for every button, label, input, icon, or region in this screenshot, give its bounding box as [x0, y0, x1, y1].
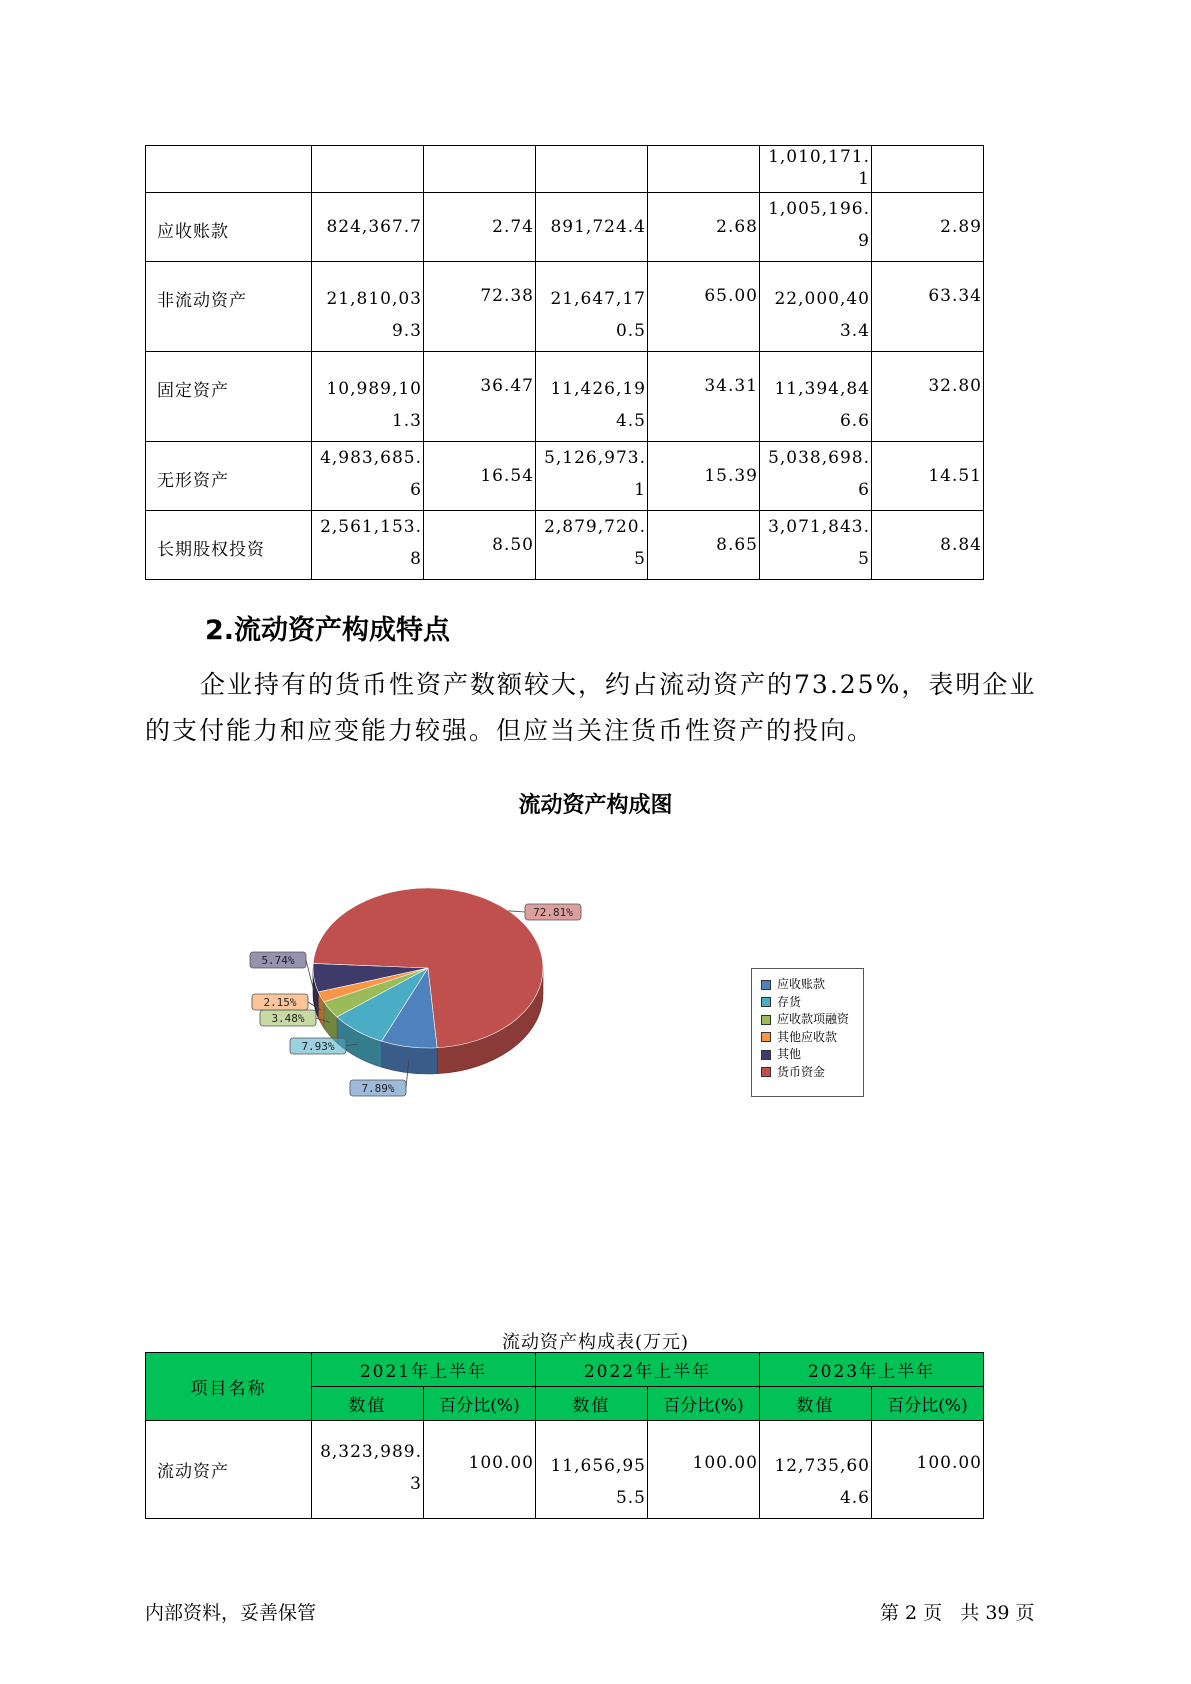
- row-name: 无形资产: [146, 442, 312, 511]
- cell-percent: 34.31: [648, 352, 760, 442]
- legend-item: [761, 994, 801, 1010]
- cell-percent: 8.50: [424, 511, 536, 580]
- table-row: [146, 262, 984, 352]
- cell-value: 1,005,196.9: [760, 193, 872, 262]
- legend-label: 其他应收款: [777, 1029, 838, 1044]
- table-row: [146, 352, 984, 442]
- cell-percent: 63.34: [872, 262, 984, 352]
- header-year: 2023年上半年: [760, 1353, 984, 1387]
- cell-value: [536, 146, 648, 193]
- legend-item: [761, 1046, 801, 1062]
- legend-label: 存货: [777, 994, 802, 1009]
- cell-percent: 100.00: [648, 1421, 760, 1519]
- cell-percent: 2.74: [424, 193, 536, 262]
- table-row: [146, 511, 984, 580]
- cell-value: 8,323,989.3: [312, 1421, 424, 1519]
- cell-value: 11,394,846.6: [760, 352, 872, 442]
- balance-sheet-table: [145, 145, 984, 580]
- cell-percent: 14.51: [872, 442, 984, 511]
- page-number: 第 2 页 共 39 页: [880, 1602, 1035, 1624]
- table-row: [146, 1421, 984, 1519]
- cell-percent: 2.68: [648, 193, 760, 262]
- cell-percent: 8.65: [648, 511, 760, 580]
- legend-swatch: [761, 1032, 771, 1042]
- cell-percent: 36.47: [424, 352, 536, 442]
- chart-legend: [751, 968, 864, 1097]
- cell-percent: 16.54: [424, 442, 536, 511]
- slice-label-0: 7.89%: [361, 1082, 395, 1095]
- legend-item: [761, 976, 825, 992]
- row-name: [146, 146, 312, 193]
- section-heading: 2.流动资产构成特点: [205, 615, 451, 646]
- legend-label: 应收款项融资: [777, 1012, 850, 1026]
- legend-item: [761, 1064, 825, 1080]
- current-assets-table: [145, 1352, 984, 1519]
- cell-value: 5,126,973.1: [536, 442, 648, 511]
- label-leader-4: [306, 960, 314, 991]
- table-row: [146, 193, 984, 262]
- cell-percent: 100.00: [424, 1421, 536, 1519]
- chart-title: 流动资产构成图: [518, 793, 673, 818]
- legend-swatch: [761, 980, 771, 990]
- header-percent: 百分比(%): [424, 1387, 536, 1421]
- cell-value: 2,561,153.8: [312, 511, 424, 580]
- row-name: 流动资产: [146, 1421, 312, 1519]
- row-name: 应收账款: [146, 193, 312, 262]
- table-caption: 流动资产构成表(万元): [501, 1332, 690, 1353]
- slice-label-1: 7.93%: [301, 1040, 335, 1053]
- cell-percent: [872, 146, 984, 193]
- cell-percent: [648, 146, 760, 193]
- cell-value: 824,367.7: [312, 193, 424, 262]
- legend-label: 其他: [777, 1047, 802, 1061]
- cell-value: 3,071,843.5: [760, 511, 872, 580]
- legend-swatch: [761, 1015, 771, 1025]
- row-name: 非流动资产: [146, 262, 312, 352]
- legend-swatch: [761, 997, 771, 1007]
- footer-confidential: 内部资料，妥善保管: [145, 1602, 317, 1624]
- section-paragraph: 企业持有的货币性资产数额较大，约占流动资产的73.25%，表明企业的支付能力和应变能力较强。但应当关注货币性资产的投向。: [145, 670, 1037, 745]
- cell-value: 21,647,170.5: [536, 262, 648, 352]
- cell-value: 2,879,720.5: [536, 511, 648, 580]
- slice-label-5: 72.81%: [533, 906, 573, 919]
- row-name: 固定资产: [146, 352, 312, 442]
- legend-label: 应收账款: [777, 977, 826, 991]
- slice-label-2: 3.48%: [271, 1012, 305, 1025]
- cell-value: [312, 146, 424, 193]
- table-row: [146, 442, 984, 511]
- cell-value: 10,989,101.3: [312, 352, 424, 442]
- cell-value: 891,724.4: [536, 193, 648, 262]
- header-item: 项目名称: [146, 1353, 312, 1421]
- legend-item: [761, 1029, 837, 1045]
- legend-label: 货币资金: [777, 1064, 826, 1079]
- cell-percent: 32.80: [872, 352, 984, 442]
- cell-value: 11,426,194.5: [536, 352, 648, 442]
- cell-value: 11,656,955.5: [536, 1421, 648, 1519]
- cell-percent: 8.84: [872, 511, 984, 580]
- header-percent: 百分比(%): [872, 1387, 984, 1421]
- cell-value: 12,735,604.6: [760, 1421, 872, 1519]
- cell-percent: [424, 146, 536, 193]
- header-percent: 百分比(%): [648, 1387, 760, 1421]
- label-leader-5: [508, 911, 525, 912]
- cell-percent: 15.39: [648, 442, 760, 511]
- legend-swatch: [761, 1067, 771, 1077]
- pie-chart: [235, 868, 655, 1108]
- legend-item: [761, 1011, 849, 1027]
- table-row: [146, 146, 984, 193]
- header-year: 2022年上半年: [536, 1353, 760, 1387]
- cell-percent: 2.89: [872, 193, 984, 262]
- header-row: [146, 1353, 984, 1387]
- cell-value: 5,038,698.6: [760, 442, 872, 511]
- legend-swatch: [761, 1050, 771, 1060]
- cell-value: 22,000,403.4: [760, 262, 872, 352]
- header-value: 数值: [536, 1387, 648, 1421]
- cell-value: 1,010,171.1: [760, 146, 872, 193]
- cell-percent: 72.38: [424, 262, 536, 352]
- row-name: 长期股权投资: [146, 511, 312, 580]
- header-year: 2021年上半年: [312, 1353, 536, 1387]
- cell-value: 21,810,039.3: [312, 262, 424, 352]
- slice-label-3: 2.15%: [263, 996, 297, 1009]
- slice-label-4: 5.74%: [261, 954, 295, 967]
- cell-percent: 100.00: [872, 1421, 984, 1519]
- header-value: 数值: [312, 1387, 424, 1421]
- cell-value: 4,983,685.6: [312, 442, 424, 511]
- header-value: 数值: [760, 1387, 872, 1421]
- cell-percent: 65.00: [648, 262, 760, 352]
